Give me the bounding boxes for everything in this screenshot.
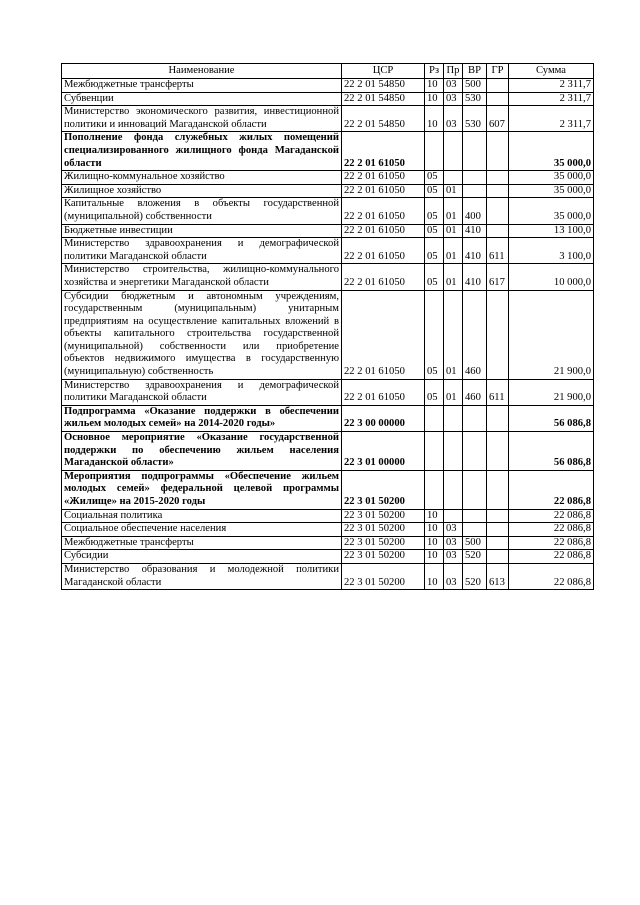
cell-gr bbox=[487, 184, 509, 198]
cell-gr bbox=[487, 79, 509, 93]
cell-vr: 460 bbox=[463, 379, 487, 405]
cell-sum: 56 086,8 bbox=[509, 432, 594, 471]
header-pr: Пр bbox=[444, 64, 463, 79]
cell-name: Субсидии bbox=[62, 550, 342, 564]
cell-pr: 01 bbox=[444, 238, 463, 264]
cell-name: Социальное обеспечение населения bbox=[62, 523, 342, 537]
table-row bbox=[62, 171, 594, 185]
cell-csr: 22 3 01 50200 bbox=[342, 523, 425, 537]
cell-name: Министерство экономического развития, инвестиционной политики и инноваций Магаданской области bbox=[62, 106, 342, 132]
cell-gr: 611 bbox=[487, 379, 509, 405]
cell-csr: 22 2 01 61050 bbox=[342, 290, 425, 379]
cell-name: Межбюджетные трансферты bbox=[62, 79, 342, 93]
cell-name: Бюджетные инвестиции bbox=[62, 224, 342, 238]
cell-gr bbox=[487, 92, 509, 106]
cell-sum: 22 086,8 bbox=[509, 523, 594, 537]
cell-gr: 617 bbox=[487, 264, 509, 290]
table-row bbox=[62, 523, 594, 537]
budget-table bbox=[61, 63, 594, 590]
cell-name: Пополнение фонда служебных жилых помещений специализированного жилищного фонда Магаданской области bbox=[62, 132, 342, 171]
cell-gr bbox=[487, 550, 509, 564]
cell-vr bbox=[463, 132, 487, 171]
cell-csr: 22 2 01 54850 bbox=[342, 79, 425, 93]
cell-pr bbox=[444, 405, 463, 431]
cell-rz: 05 bbox=[425, 264, 444, 290]
cell-gr bbox=[487, 509, 509, 523]
cell-rz: 10 bbox=[425, 509, 444, 523]
cell-name: Межбюджетные трансферты bbox=[62, 536, 342, 550]
table-row bbox=[62, 550, 594, 564]
cell-csr: 22 2 01 61050 bbox=[342, 379, 425, 405]
cell-rz: 05 bbox=[425, 184, 444, 198]
cell-vr: 410 bbox=[463, 238, 487, 264]
cell-rz bbox=[425, 470, 444, 509]
cell-pr: 01 bbox=[444, 290, 463, 379]
cell-pr: 03 bbox=[444, 106, 463, 132]
cell-csr: 22 3 00 00000 bbox=[342, 405, 425, 431]
cell-sum: 35 000,0 bbox=[509, 171, 594, 185]
cell-csr: 22 3 01 50200 bbox=[342, 550, 425, 564]
header-name: Наименование bbox=[62, 64, 342, 79]
table-row bbox=[62, 264, 594, 290]
header-csr: ЦСР bbox=[342, 64, 425, 79]
cell-gr bbox=[487, 523, 509, 537]
cell-rz: 05 bbox=[425, 171, 444, 185]
cell-pr: 01 bbox=[444, 264, 463, 290]
cell-sum: 2 311,7 bbox=[509, 79, 594, 93]
table-row bbox=[62, 132, 594, 171]
cell-pr bbox=[444, 432, 463, 471]
cell-vr bbox=[463, 432, 487, 471]
cell-pr: 03 bbox=[444, 550, 463, 564]
cell-name: Субсидии бюджетным и автономным учреждениям, государственным (муниципальным) унитарным предприятиям на осуществление капитальных вложений в объекты капитального строительства государственной (муниципальной) собственности или приобретение объектов недвижимого имущества в государственную (муниципальную) собственность bbox=[62, 290, 342, 379]
cell-name: Министерство строительства, жилищно-коммунального хозяйства и энергетики Магаданской области bbox=[62, 264, 342, 290]
cell-vr: 530 bbox=[463, 106, 487, 132]
cell-vr bbox=[463, 523, 487, 537]
cell-name: Жилищно-коммунальное хозяйство bbox=[62, 171, 342, 185]
cell-rz: 05 bbox=[425, 198, 444, 224]
cell-gr bbox=[487, 536, 509, 550]
cell-gr bbox=[487, 132, 509, 171]
cell-csr: 22 2 01 61050 bbox=[342, 264, 425, 290]
cell-gr: 607 bbox=[487, 106, 509, 132]
cell-sum: 13 100,0 bbox=[509, 224, 594, 238]
cell-csr: 22 3 01 50200 bbox=[342, 509, 425, 523]
cell-gr bbox=[487, 432, 509, 471]
table-row bbox=[62, 536, 594, 550]
table-row bbox=[62, 238, 594, 264]
cell-vr bbox=[463, 470, 487, 509]
cell-sum: 10 000,0 bbox=[509, 264, 594, 290]
cell-gr bbox=[487, 198, 509, 224]
cell-vr bbox=[463, 184, 487, 198]
cell-pr: 01 bbox=[444, 224, 463, 238]
table-row bbox=[62, 379, 594, 405]
cell-rz bbox=[425, 405, 444, 431]
cell-vr bbox=[463, 509, 487, 523]
cell-csr: 22 3 01 50200 bbox=[342, 536, 425, 550]
table-row bbox=[62, 563, 594, 589]
cell-pr bbox=[444, 132, 463, 171]
cell-sum: 35 000,0 bbox=[509, 198, 594, 224]
cell-rz: 05 bbox=[425, 224, 444, 238]
cell-pr bbox=[444, 470, 463, 509]
table-row bbox=[62, 470, 594, 509]
cell-vr: 500 bbox=[463, 536, 487, 550]
cell-gr bbox=[487, 470, 509, 509]
cell-rz bbox=[425, 432, 444, 471]
cell-pr bbox=[444, 509, 463, 523]
cell-vr: 520 bbox=[463, 563, 487, 589]
cell-sum: 56 086,8 bbox=[509, 405, 594, 431]
cell-pr: 03 bbox=[444, 79, 463, 93]
cell-sum: 35 000,0 bbox=[509, 132, 594, 171]
cell-csr: 22 2 01 61050 bbox=[342, 224, 425, 238]
cell-vr: 410 bbox=[463, 224, 487, 238]
cell-rz: 10 bbox=[425, 563, 444, 589]
table-row bbox=[62, 198, 594, 224]
header-sum: Сумма bbox=[509, 64, 594, 79]
cell-gr bbox=[487, 171, 509, 185]
cell-sum: 22 086,8 bbox=[509, 563, 594, 589]
header-vr: ВР bbox=[463, 64, 487, 79]
cell-vr: 500 bbox=[463, 79, 487, 93]
cell-name: Капитальные вложения в объекты государственной (муниципальной) собственности bbox=[62, 198, 342, 224]
cell-gr bbox=[487, 405, 509, 431]
cell-gr: 611 bbox=[487, 238, 509, 264]
cell-gr: 613 bbox=[487, 563, 509, 589]
cell-name: Мероприятия подпрограммы «Обеспечение жильем молодых семей» федеральной целевой программы «Жилище» на 2015-2020 годы bbox=[62, 470, 342, 509]
cell-sum: 35 000,0 bbox=[509, 184, 594, 198]
cell-sum: 3 100,0 bbox=[509, 238, 594, 264]
cell-pr: 03 bbox=[444, 523, 463, 537]
cell-vr: 520 bbox=[463, 550, 487, 564]
cell-name: Социальная политика bbox=[62, 509, 342, 523]
cell-sum: 22 086,8 bbox=[509, 550, 594, 564]
header-gr: ГР bbox=[487, 64, 509, 79]
cell-csr: 22 3 01 50200 bbox=[342, 470, 425, 509]
cell-name: Жилищное хозяйство bbox=[62, 184, 342, 198]
cell-csr: 22 3 01 50200 bbox=[342, 563, 425, 589]
cell-csr: 22 2 01 54850 bbox=[342, 106, 425, 132]
cell-sum: 21 900,0 bbox=[509, 379, 594, 405]
cell-sum: 21 900,0 bbox=[509, 290, 594, 379]
cell-vr bbox=[463, 171, 487, 185]
cell-sum: 22 086,8 bbox=[509, 536, 594, 550]
cell-csr: 22 2 01 61050 bbox=[342, 171, 425, 185]
table-row bbox=[62, 290, 594, 379]
cell-vr bbox=[463, 405, 487, 431]
cell-pr: 01 bbox=[444, 379, 463, 405]
cell-name: Основное мероприятие «Оказание государственной поддержки по обеспечению жильем населения Магаданской области» bbox=[62, 432, 342, 471]
cell-pr: 01 bbox=[444, 184, 463, 198]
cell-name: Субвенции bbox=[62, 92, 342, 106]
cell-rz: 05 bbox=[425, 379, 444, 405]
cell-rz: 05 bbox=[425, 290, 444, 379]
table-row bbox=[62, 405, 594, 431]
cell-csr: 22 2 01 61050 bbox=[342, 198, 425, 224]
cell-vr: 530 bbox=[463, 92, 487, 106]
table-row bbox=[62, 106, 594, 132]
cell-vr: 460 bbox=[463, 290, 487, 379]
table-row bbox=[62, 432, 594, 471]
cell-sum: 2 311,7 bbox=[509, 106, 594, 132]
cell-rz: 10 bbox=[425, 536, 444, 550]
table-row bbox=[62, 184, 594, 198]
cell-pr: 03 bbox=[444, 92, 463, 106]
table-row bbox=[62, 79, 594, 93]
cell-gr bbox=[487, 224, 509, 238]
cell-name: Подпрограмма «Оказание поддержки в обеспечении жильем молодых семей» на 2014-2020 годы» bbox=[62, 405, 342, 431]
cell-csr: 22 2 01 61050 bbox=[342, 238, 425, 264]
cell-rz: 10 bbox=[425, 92, 444, 106]
cell-vr: 410 bbox=[463, 264, 487, 290]
table-row bbox=[62, 509, 594, 523]
cell-csr: 22 2 01 54850 bbox=[342, 92, 425, 106]
table-row bbox=[62, 224, 594, 238]
cell-name: Министерство образования и молодежной политики Магаданской области bbox=[62, 563, 342, 589]
cell-pr: 01 bbox=[444, 198, 463, 224]
cell-sum: 22 086,8 bbox=[509, 470, 594, 509]
table-body bbox=[62, 79, 594, 590]
header-row bbox=[62, 64, 594, 79]
cell-rz: 10 bbox=[425, 106, 444, 132]
cell-csr: 22 2 01 61050 bbox=[342, 132, 425, 171]
cell-csr: 22 2 01 61050 bbox=[342, 184, 425, 198]
cell-rz: 10 bbox=[425, 523, 444, 537]
header-rz: Рз bbox=[425, 64, 444, 79]
cell-name: Министерство здравоохранения и демографической политики Магаданской области bbox=[62, 238, 342, 264]
cell-vr: 400 bbox=[463, 198, 487, 224]
cell-rz: 05 bbox=[425, 238, 444, 264]
cell-pr: 03 bbox=[444, 563, 463, 589]
cell-pr bbox=[444, 171, 463, 185]
cell-pr: 03 bbox=[444, 536, 463, 550]
cell-csr: 22 3 01 00000 bbox=[342, 432, 425, 471]
cell-sum: 2 311,7 bbox=[509, 92, 594, 106]
cell-sum: 22 086,8 bbox=[509, 509, 594, 523]
cell-gr bbox=[487, 290, 509, 379]
cell-rz: 10 bbox=[425, 550, 444, 564]
cell-rz bbox=[425, 132, 444, 171]
cell-rz: 10 bbox=[425, 79, 444, 93]
cell-name: Министерство здравоохранения и демографической политики Магаданской области bbox=[62, 379, 342, 405]
table-row bbox=[62, 92, 594, 106]
